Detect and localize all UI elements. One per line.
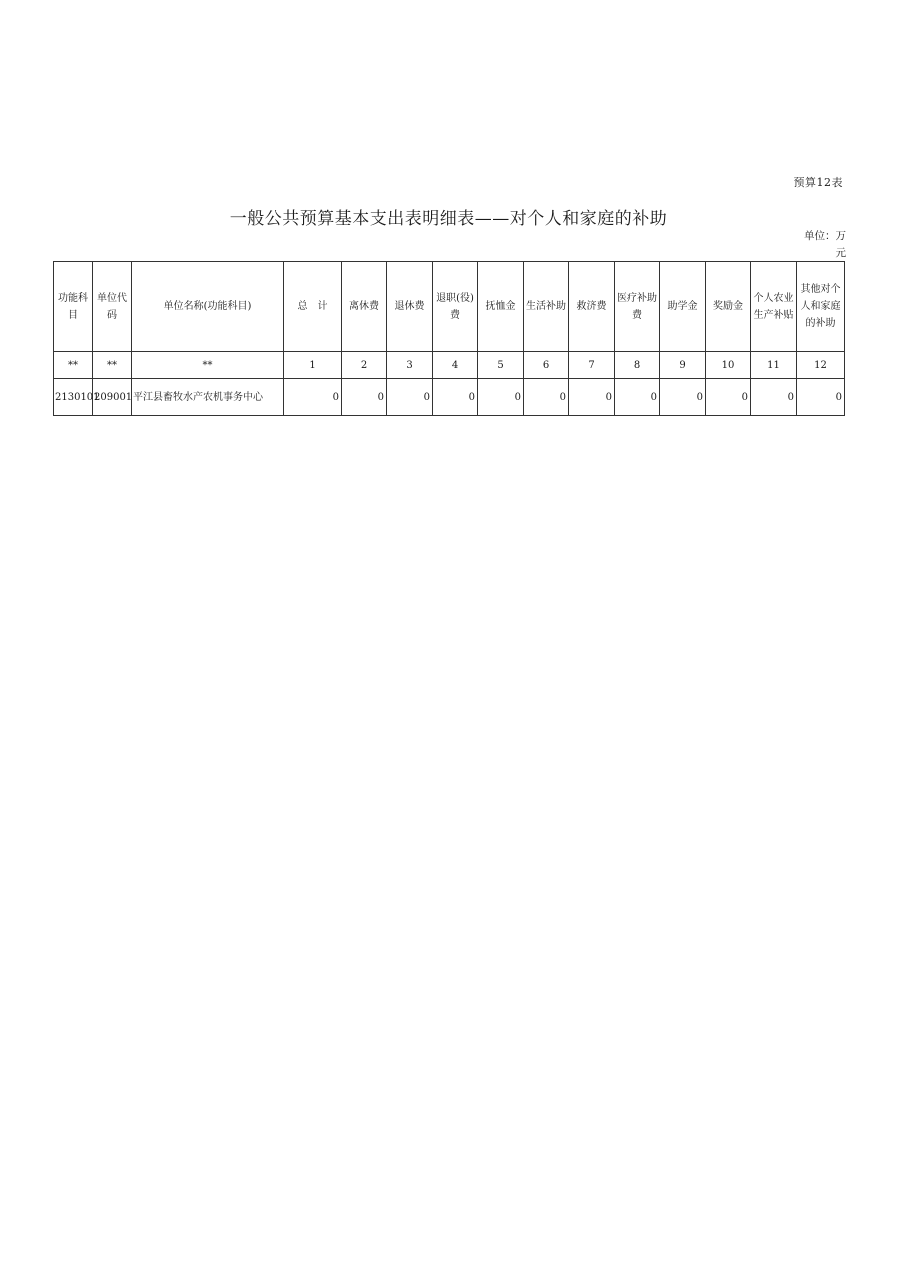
header-bonus: 奖励金 [706, 262, 751, 352]
page-title: 一般公共预算基本支出表明细表——对个人和家庭的补助 [229, 209, 668, 229]
index-cell: 10 [706, 352, 751, 379]
index-cell: ** [132, 352, 284, 379]
index-row [54, 352, 845, 379]
table-row [54, 379, 845, 416]
index-cell: 7 [569, 352, 615, 379]
cell-medical-subsidy: 0 [615, 379, 660, 416]
header-living-allowance: 生活补助 [524, 262, 569, 352]
cell-retirement: 0 [387, 379, 433, 416]
cell-resignation: 0 [433, 379, 478, 416]
header-function-subject: 功能科目 [54, 262, 93, 352]
index-cell: 2 [342, 352, 387, 379]
header-pension: 抚恤金 [478, 262, 524, 352]
index-cell: 4 [433, 352, 478, 379]
unit-label: 单位：万元 [804, 230, 846, 259]
header-relief: 救济费 [569, 262, 615, 352]
cell-function-subject: 2130101 [54, 379, 93, 416]
header-student-aid: 助学金 [660, 262, 706, 352]
index-cell: 3 [387, 352, 433, 379]
cell-unit-code: 209001 [93, 379, 132, 416]
index-cell: 1 [284, 352, 342, 379]
cell-other-subsidy: 0 [797, 379, 845, 416]
header-agri-subsidy: 个人农业生产补贴 [751, 262, 797, 352]
index-cell: 9 [660, 352, 706, 379]
header-resignation: 退职(役)费 [433, 262, 478, 352]
subsidy-detail-table [53, 261, 845, 416]
header-medical-subsidy: 医疗补助费 [615, 262, 660, 352]
form-number: 预算12表 [793, 176, 843, 189]
header-row [54, 262, 845, 352]
cell-relief: 0 [569, 379, 615, 416]
index-cell: 5 [478, 352, 524, 379]
header-total: 总 计 [284, 262, 342, 352]
cell-living-allowance: 0 [524, 379, 569, 416]
cell-unit-name: 平江县畜牧水产农机事务中心 [132, 379, 284, 416]
cell-pension: 0 [478, 379, 524, 416]
index-cell: 11 [751, 352, 797, 379]
header-other-subsidy: 其他对个人和家庭的补助 [797, 262, 845, 352]
cell-total: 0 [284, 379, 342, 416]
cell-student-aid: 0 [660, 379, 706, 416]
index-cell: 12 [797, 352, 845, 379]
cell-agri-subsidy: 0 [751, 379, 797, 416]
index-cell: 6 [524, 352, 569, 379]
cell-bonus: 0 [706, 379, 751, 416]
header-unit-name: 单位名称(功能科目) [132, 262, 284, 352]
header-retirement: 退休费 [387, 262, 433, 352]
index-cell: ** [93, 352, 132, 379]
cell-retirement-cadre: 0 [342, 379, 387, 416]
index-cell: ** [54, 352, 93, 379]
header-unit-code: 单位代码 [93, 262, 132, 352]
header-retirement-cadre: 离休费 [342, 262, 387, 352]
index-cell: 8 [615, 352, 660, 379]
